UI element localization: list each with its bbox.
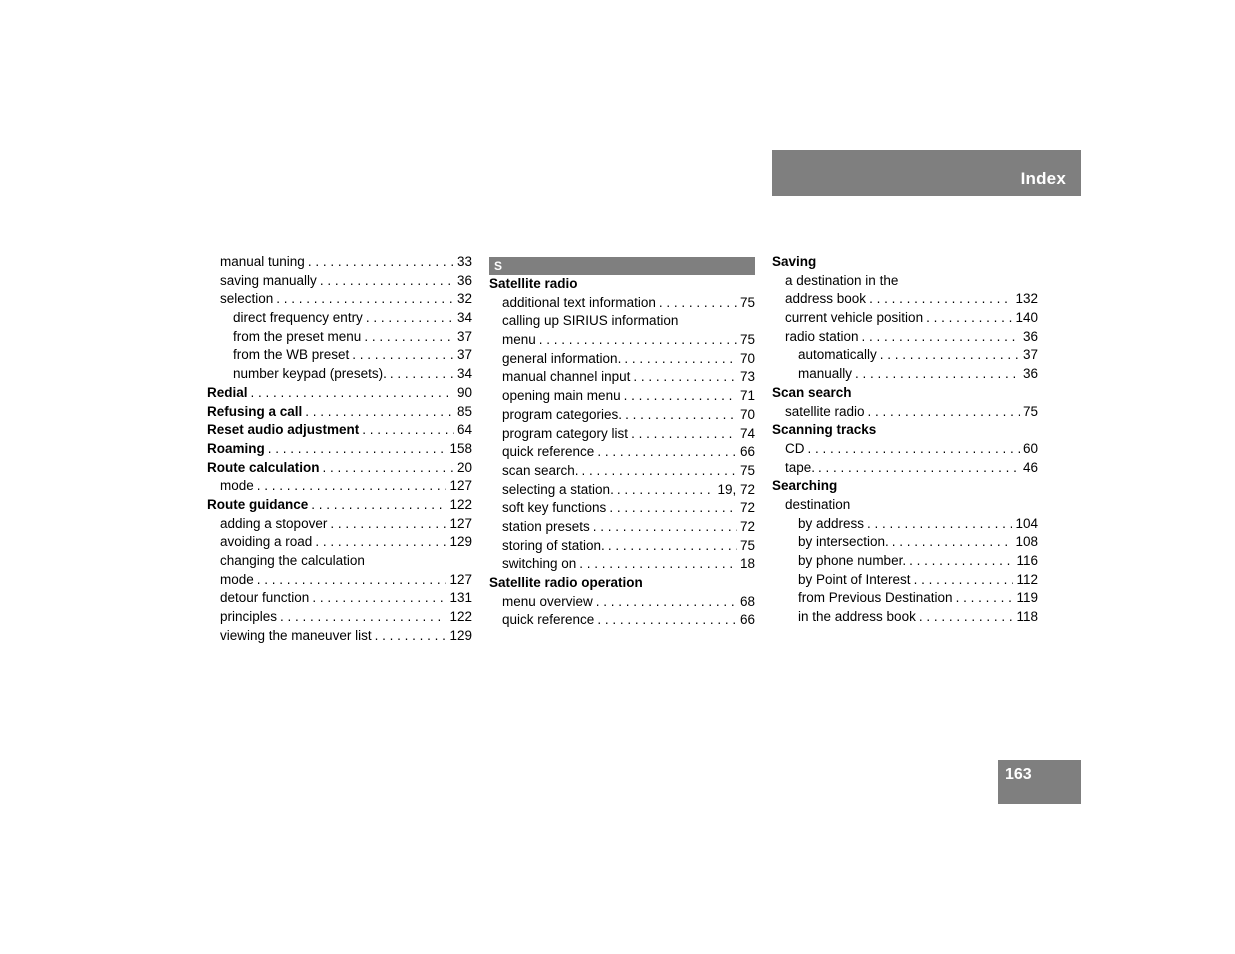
index-entry — [207, 309, 472, 328]
leader-dots — [257, 477, 447, 496]
index-entry — [772, 403, 1038, 422]
leader-dots — [617, 481, 715, 500]
leader-dots — [625, 406, 737, 425]
leader-dots — [867, 515, 1012, 534]
index-entry — [489, 537, 755, 556]
index-heading: Scanning tracks — [772, 422, 877, 438]
index-entry-page: 18 — [739, 556, 755, 572]
index-entry-page: 75 — [739, 537, 755, 553]
index-entry — [207, 365, 472, 384]
index-entry-term: by phone number. — [798, 553, 907, 568]
index-entry-term: scan search. — [502, 462, 579, 478]
index-entry — [207, 589, 472, 608]
index-entry — [207, 496, 472, 515]
index-entry-page: 19, 72 — [717, 481, 755, 497]
leader-dots — [593, 518, 737, 537]
leader-dots — [956, 589, 1014, 608]
index-heading: Saving — [772, 254, 817, 269]
index-entry-term: satellite radio — [785, 403, 865, 419]
leader-dots — [914, 571, 1014, 590]
index-column-1 — [207, 253, 472, 645]
leader-dots — [312, 589, 446, 608]
leader-dots — [869, 290, 1012, 309]
index-entry-page: 34 — [456, 310, 472, 326]
index-subheading: destination — [785, 496, 851, 512]
index-entry-term: selection — [220, 291, 274, 307]
page-number: 163 — [1005, 766, 1032, 783]
index-entry — [489, 406, 755, 425]
leader-dots — [257, 571, 447, 590]
leader-dots — [624, 387, 737, 406]
index-entry-term: from the preset menu — [233, 328, 362, 344]
index-entry-page: 66 — [739, 612, 755, 628]
index-entry-term: manual tuning — [220, 254, 305, 269]
leader-dots — [597, 443, 737, 462]
index-entry-term: by Point of Interest — [798, 571, 911, 587]
index-entry-term: switching on — [502, 556, 577, 572]
leader-dots — [539, 331, 737, 350]
index-entry-term: by address — [798, 515, 865, 531]
index-title: Index — [1020, 169, 1066, 188]
index-entry — [772, 290, 1038, 309]
index-entry — [772, 346, 1038, 365]
index-entry-page: 36 — [1022, 366, 1038, 382]
index-entry-term: saving manually — [220, 272, 317, 288]
leader-dots — [582, 462, 737, 481]
index-entry-term: program category list — [502, 425, 629, 441]
index-entry — [207, 253, 472, 272]
index-entry — [772, 328, 1038, 347]
index-entry — [489, 462, 755, 481]
index-entry-term: from Previous Destination — [798, 590, 953, 606]
index-heading: Satellite radio — [489, 276, 578, 291]
index-header-bar — [772, 150, 1081, 196]
index-entry-page: 46 — [1022, 459, 1038, 475]
leader-dots — [808, 440, 1020, 459]
index-entry-page: 70 — [739, 350, 755, 366]
index-entry — [207, 459, 472, 478]
index-entry-term: program categories. — [502, 406, 623, 422]
index-entry — [207, 608, 472, 627]
index-entry-page: 20 — [456, 459, 472, 475]
index-entry-page: 36 — [456, 272, 472, 288]
index-subheading: a destination in the — [785, 272, 899, 288]
leader-dots — [330, 515, 446, 534]
index-entry — [772, 608, 1038, 627]
index-entry-page: 33 — [456, 254, 472, 269]
index-entry-term: Roaming — [207, 440, 265, 456]
index-entry — [207, 421, 472, 440]
index-entry-term: soft key functions — [502, 500, 607, 516]
index-entry — [489, 331, 755, 350]
index-entry-term: address book — [785, 291, 867, 307]
index-entry-page: 72 — [739, 518, 755, 534]
index-entry-page: 72 — [739, 500, 755, 516]
leader-dots — [624, 350, 737, 369]
index-entry-term: quick reference — [502, 444, 595, 460]
leader-dots — [390, 365, 454, 384]
index-entry-page: 36 — [1022, 328, 1038, 344]
index-entry — [489, 387, 755, 406]
index-entry-term: Reset audio adjustment — [207, 422, 360, 438]
index-entry-term: mode — [220, 571, 254, 587]
index-entry — [207, 627, 472, 646]
index-entry — [489, 350, 755, 369]
index-entry — [207, 272, 472, 291]
index-entry — [489, 499, 755, 518]
leader-dots — [315, 533, 446, 552]
index-entry-page: 85 — [456, 403, 472, 419]
index-entry-page: 132 — [1015, 291, 1038, 307]
leader-dots — [659, 294, 737, 313]
index-entry-term: general information. — [502, 350, 622, 366]
index-entry-page: 108 — [1015, 534, 1038, 550]
index-entry — [772, 440, 1038, 459]
leader-dots — [862, 328, 1020, 347]
section-letter-bar: S — [489, 257, 755, 275]
index-entry-page: 68 — [739, 593, 755, 609]
index-entry-term: adding a stopover — [220, 515, 328, 531]
index-entry-page: 73 — [739, 369, 755, 385]
index-entry — [207, 346, 472, 365]
index-entry-page: 66 — [739, 444, 755, 460]
index-entry-term: direct frequency entry — [233, 310, 363, 326]
leader-dots — [633, 368, 737, 387]
index-entry-page: 122 — [449, 496, 472, 512]
index-entry-term: station presets — [502, 518, 590, 534]
index-entry-term: tape. — [785, 459, 816, 475]
index-entry-term: viewing the maneuver list — [220, 627, 372, 643]
index-entry-page: 37 — [456, 347, 472, 363]
index-entry-page: 34 — [456, 366, 472, 382]
index-entry — [489, 294, 755, 313]
leader-dots — [631, 425, 737, 444]
index-entry-page: 118 — [1016, 609, 1038, 625]
index-entry-term: menu overview — [502, 593, 593, 609]
index-entry-page: 119 — [1016, 590, 1038, 606]
index-entry-page: 116 — [1016, 553, 1038, 568]
index-entry-term: radio station — [785, 328, 859, 344]
index-entry-term: by intersection. — [798, 534, 889, 550]
index-entry-page: 158 — [449, 440, 472, 456]
index-entry-term: Refusing a call — [207, 403, 303, 419]
leader-dots — [880, 346, 1020, 365]
leader-dots — [268, 440, 447, 459]
index-entry-page: 75 — [739, 332, 755, 348]
index-subheading: calling up SIRIUS information — [502, 313, 679, 329]
leader-dots — [305, 403, 454, 422]
index-entry — [207, 515, 472, 534]
index-entry-page: 32 — [456, 291, 472, 307]
index-entry-term: opening main menu — [502, 388, 621, 404]
index-heading: Satellite radio operation — [489, 575, 643, 590]
index-entry-term: Route calculation — [207, 459, 320, 475]
index-entry — [489, 425, 755, 444]
index-entry — [207, 533, 472, 552]
index-entry — [489, 481, 755, 500]
index-entry — [772, 365, 1038, 384]
index-entry-term: selecting a station. — [502, 481, 614, 497]
index-entry-term: from the WB preset — [233, 347, 350, 363]
index-entry-term: mode — [220, 478, 254, 494]
index-column-3 — [772, 253, 1038, 627]
index-entry — [489, 518, 755, 537]
index-column-2 — [489, 253, 755, 630]
index-entry-term: manual channel input — [502, 369, 631, 385]
index-entry — [772, 515, 1038, 534]
index-entry — [489, 593, 755, 612]
leader-dots — [909, 552, 1013, 571]
index-entry — [207, 440, 472, 459]
index-entry-term: avoiding a road — [220, 534, 313, 550]
index-entry — [207, 571, 472, 590]
leader-dots — [892, 533, 1013, 552]
index-entry-page: 127 — [449, 478, 472, 494]
leader-dots — [276, 290, 454, 309]
leader-dots — [818, 459, 1020, 478]
index-entry-term: current vehicle position — [785, 310, 924, 326]
index-entry — [207, 290, 472, 309]
leader-dots — [597, 611, 737, 630]
index-entry-page: 90 — [456, 384, 472, 400]
index-entry-term: CD — [785, 440, 805, 456]
leader-dots — [323, 459, 454, 478]
index-entry-term: additional text information — [502, 294, 656, 310]
index-entry-term: Redial — [207, 384, 248, 400]
index-entry-term: storing of station. — [502, 537, 605, 553]
leader-dots — [608, 537, 737, 556]
leader-dots — [855, 365, 1020, 384]
index-entry — [207, 384, 472, 403]
index-entry — [489, 443, 755, 462]
index-entry-term: in the address book — [798, 609, 916, 625]
index-entry-term: principles — [220, 609, 278, 625]
index-entry-page: 75 — [739, 462, 755, 478]
index-entry-page: 70 — [739, 406, 755, 422]
leader-dots — [352, 346, 454, 365]
index-entry-term: detour function — [220, 590, 310, 606]
index-entry-page: 140 — [1015, 310, 1038, 326]
index-entry — [772, 589, 1038, 608]
index-entry-page: 37 — [1022, 347, 1038, 363]
index-entry — [489, 368, 755, 387]
index-entry-page: 71 — [739, 388, 755, 404]
index-entry-page: 131 — [449, 590, 472, 606]
index-entry — [207, 477, 472, 496]
index-entry-page: 129 — [449, 627, 472, 643]
index-heading: Searching — [772, 478, 838, 494]
leader-dots — [579, 555, 737, 574]
index-entry-page: 75 — [1022, 403, 1038, 419]
index-entry-term: number keypad (presets). — [233, 366, 387, 382]
leader-dots — [926, 309, 1012, 328]
index-entry-page: 37 — [456, 328, 472, 344]
page-number-box — [998, 760, 1081, 804]
leader-dots — [280, 608, 446, 627]
leader-dots — [596, 593, 737, 612]
leader-dots — [364, 328, 454, 347]
leader-dots — [320, 272, 454, 291]
leader-dots — [375, 627, 447, 646]
index-entry — [207, 403, 472, 422]
index-entry-page: 122 — [449, 609, 472, 625]
index-entry-page: 129 — [449, 534, 472, 550]
index-entry-page: 64 — [456, 422, 472, 438]
leader-dots — [311, 496, 446, 515]
index-entry-term: automatically — [798, 347, 877, 363]
index-subheading: changing the calculation — [220, 553, 365, 568]
index-entry-term: manually — [798, 366, 853, 382]
leader-dots — [308, 253, 454, 272]
index-entry-page: 127 — [449, 515, 472, 531]
index-entry-page: 74 — [739, 425, 755, 441]
leader-dots — [609, 499, 737, 518]
leader-dots — [919, 608, 1014, 627]
index-entry-term: Route guidance — [207, 496, 309, 512]
index-entry-page: 60 — [1022, 440, 1038, 456]
index-entry — [772, 533, 1038, 552]
index-entry — [207, 328, 472, 347]
index-entry-page: 112 — [1016, 571, 1038, 587]
index-entry — [772, 571, 1038, 590]
index-heading: Scan search — [772, 384, 852, 400]
leader-dots — [362, 421, 454, 440]
index-entry-term: menu — [502, 332, 536, 348]
leader-dots — [366, 309, 454, 328]
index-entry — [489, 555, 755, 574]
index-entry-term: quick reference — [502, 612, 595, 628]
index-entry-page: 127 — [449, 571, 472, 587]
index-entry — [772, 459, 1038, 478]
index-entry — [772, 309, 1038, 328]
index-entry-page: 104 — [1015, 515, 1038, 531]
index-entry — [489, 611, 755, 630]
leader-dots — [868, 403, 1020, 422]
index-entry-page: 75 — [739, 294, 755, 310]
leader-dots — [251, 384, 454, 403]
index-entry — [772, 552, 1038, 571]
